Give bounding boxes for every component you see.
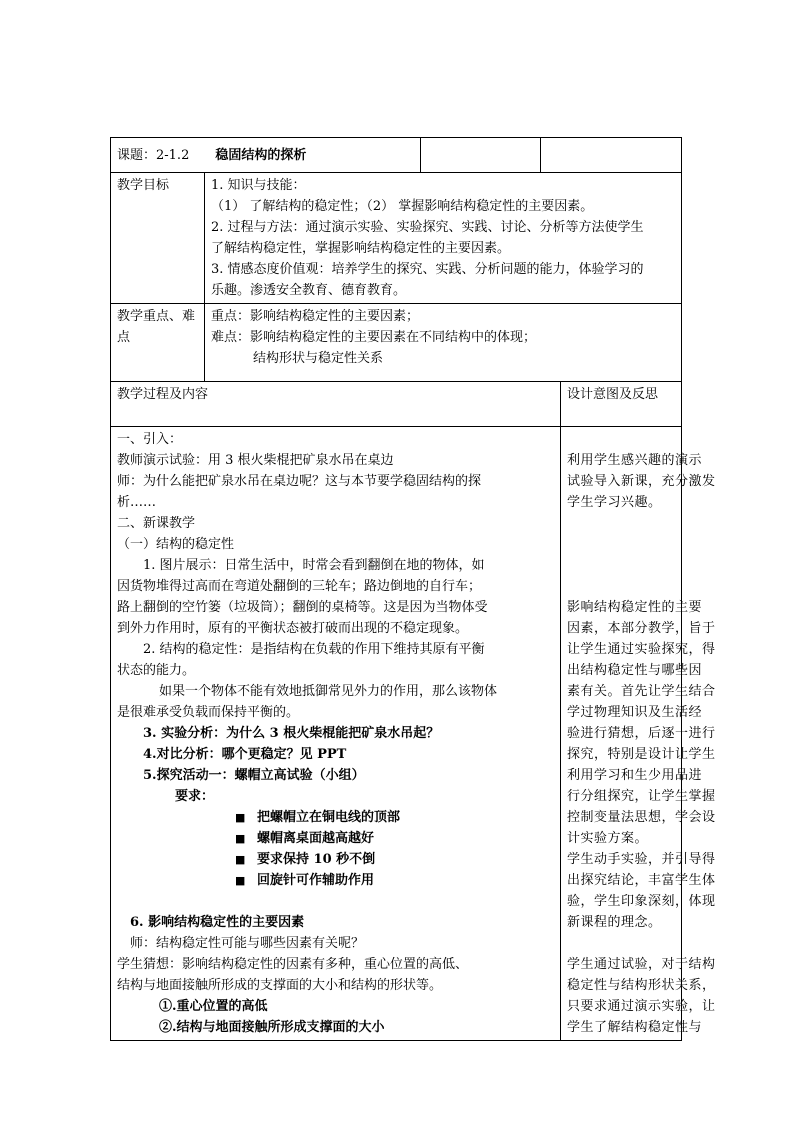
goals-line: 乐趣。渗透安全教育、德育教育。 xyxy=(211,283,407,298)
design-note-line: 学生学习兴趣。 xyxy=(567,495,662,510)
design-notes-cell xyxy=(561,427,716,1041)
design-note-line: 素有关。首先让学生结合 xyxy=(567,684,716,699)
goals-label: 教学目标 xyxy=(117,178,170,193)
design-note-line: 出探究结论，丰富学生体 xyxy=(567,873,716,888)
process-line: 要求： xyxy=(175,789,215,804)
requirement-bullet: ■ 要求保持 10 秒不倒 xyxy=(117,849,554,870)
process-content-row xyxy=(111,427,682,1041)
goals-line: 1. 知识与技能： xyxy=(211,178,306,193)
goals-content-cell xyxy=(205,173,682,304)
goals-line: （1） 了解结构的稳定性；（2） 掌握影响结构稳定性的主要因素。 xyxy=(211,199,594,214)
design-note-line: 出结构稳定性与哪些因 xyxy=(567,663,703,678)
design-note-line: 影响结构稳定性的主要 xyxy=(567,600,703,615)
design-note-line: 新课程的理念。 xyxy=(567,915,662,930)
blank-line xyxy=(567,933,675,954)
process-line: 状态的能力。 xyxy=(117,663,196,678)
process-line: 二、新课教学 xyxy=(117,516,196,531)
goals-line: 3. 情感态度价值观：培养学生的探究、实践、分析问题的能力，体验学习的 xyxy=(211,262,644,277)
design-header-label: 设计意图及反思 xyxy=(567,387,659,402)
course-prefix: 课题：2-1.2 xyxy=(117,147,190,163)
design-header-cell xyxy=(561,382,682,427)
process-line: 因货物堆得过高而在弯道处翻倒的三轮车；路边倒地的自行车； xyxy=(117,579,482,594)
course-title-cell xyxy=(111,138,421,173)
requirement-bullet: ■ 螺帽离桌面越高越好 xyxy=(117,828,554,849)
process-line: 学生猜想：影响结构稳定性的因素有多种，重心位置的高低、 xyxy=(117,957,469,972)
key-points-label-line: 教学重点、难 xyxy=(117,309,196,324)
process-line: 师：结构稳定性可能与哪些因素有关呢？ xyxy=(130,936,365,951)
goals-row xyxy=(111,173,682,304)
blank-line xyxy=(117,891,554,912)
title-empty-cell-2 xyxy=(541,138,682,173)
process-header-row xyxy=(111,382,682,427)
blank-line xyxy=(567,429,675,450)
design-note-line: 稳定性与结构形状关系， xyxy=(567,978,716,993)
design-note-line: 学生动手实验，并引导得 xyxy=(567,852,716,867)
design-note-line: 学生了解结构稳定性与 xyxy=(567,1020,703,1035)
design-note-line: 控制变量法思想，学会设 xyxy=(567,810,716,825)
lesson-plan-sheet xyxy=(110,137,716,1041)
key-points-label-line: 点 xyxy=(117,330,131,345)
process-line: （一）结构的稳定性 xyxy=(117,537,235,552)
process-line: 师：为什么能把矿泉水吊在桌边呢？这与本节要学稳固结构的探 xyxy=(117,474,482,489)
design-note-line: 试验导入新课，充分激发 xyxy=(567,474,716,489)
process-header-cell xyxy=(111,382,561,427)
goals-label-cell xyxy=(111,173,205,304)
key-points-content-cell xyxy=(205,304,682,382)
process-line: 是很难承受负载而保持平衡的。 xyxy=(117,705,300,720)
design-note-line: 因素，本部分教学，旨于 xyxy=(567,621,716,636)
design-note-line: 利用学生感兴趣的演示 xyxy=(567,453,703,468)
lesson-plan-table xyxy=(110,137,716,1041)
process-line: 路上翻倒的空竹篓（垃圾筒）；翻倒的桌椅等。这是因为当物体受 xyxy=(117,600,488,615)
process-line: ①.重心位置的高低 xyxy=(159,999,268,1014)
design-note-line: 学过物理知识及生活经 xyxy=(567,705,703,720)
process-line: 2. 结构的稳定性：是指结构在负载的作用下维持其原有平衡 xyxy=(143,642,485,657)
design-note-line: 学生通过试验，对于结构 xyxy=(567,957,716,972)
process-line: 6. 影响结构稳定性的主要因素 xyxy=(130,915,305,930)
requirement-bullet: ■ 回旋针可作辅助作用 xyxy=(117,870,554,891)
key-point-line: 结构形状与稳定性关系 xyxy=(253,351,384,366)
design-note-line: 探究，特别是设计让学生 xyxy=(567,747,716,762)
goals-line: 2. 过程与方法：通过演示实验、实验探究、实践、讨论、分析等方法使学生 xyxy=(211,220,644,235)
process-line: ②.结构与地面接触所形成支撑面的大小 xyxy=(159,1020,385,1035)
goals-line: 了解结构稳定性，掌握影响结构稳定性的主要因素。 xyxy=(211,241,511,256)
process-line: 到外力作用时，原有的平衡状态被打破而出现的不稳定现象。 xyxy=(117,621,469,636)
process-line: 1. 图片展示：日常生活中，时常会看到翻倒在地的物体，如 xyxy=(143,558,485,573)
key-points-label-cell xyxy=(111,304,205,382)
design-note-line: 只要求通过演示实验，让 xyxy=(567,999,716,1014)
design-note-line: 利用学习和生少用品进 xyxy=(567,768,703,783)
title-empty-cell-1 xyxy=(421,138,541,173)
title-row xyxy=(111,138,682,173)
process-line: 3. 实验分析：为什么 3 根火柴棍能把矿泉水吊起？ xyxy=(143,726,440,741)
process-line: 如果一个物体不能有效地抵御常见外力的作用，那么该物体 xyxy=(159,684,498,699)
blank-gap xyxy=(567,513,675,597)
key-point-line: 难点：影响结构稳定性的主要因素在不同结构中的体现； xyxy=(211,330,537,345)
process-header-label: 教学过程及内容 xyxy=(117,387,209,402)
key-point-line: 重点：影响结构稳定性的主要因素； xyxy=(211,309,420,324)
key-points-row xyxy=(111,304,682,382)
requirement-bullet: ■ 把螺帽立在铜电线的顶部 xyxy=(117,807,554,828)
process-line: 教师演示试验：用 3 根火柴棍把矿泉水吊在桌边 xyxy=(117,453,394,468)
design-note-line: 验，学生印象深刻，体现 xyxy=(567,894,716,909)
design-note-line: 让学生通过实验探究，得 xyxy=(567,642,716,657)
course-title: 稳固结构的探析 xyxy=(215,147,307,163)
process-line: 结构与地面接触所形成的支撑面的大小和结构的形状等。 xyxy=(117,978,443,993)
process-content-cell xyxy=(111,427,561,1041)
process-line: 4.对比分析：哪个更稳定？见 PPT xyxy=(143,747,347,762)
process-line: 析…… xyxy=(117,495,157,510)
design-note-line: 计实验方案。 xyxy=(567,831,649,846)
design-note-line: 验进行猜想，后逐一进行 xyxy=(567,726,716,741)
design-note-line: 行分组探究，让学生掌握 xyxy=(567,789,716,804)
process-line: 一、引入： xyxy=(117,432,183,447)
process-line: 5.探究活动一：螺帽立高试验（小组） xyxy=(143,768,365,783)
